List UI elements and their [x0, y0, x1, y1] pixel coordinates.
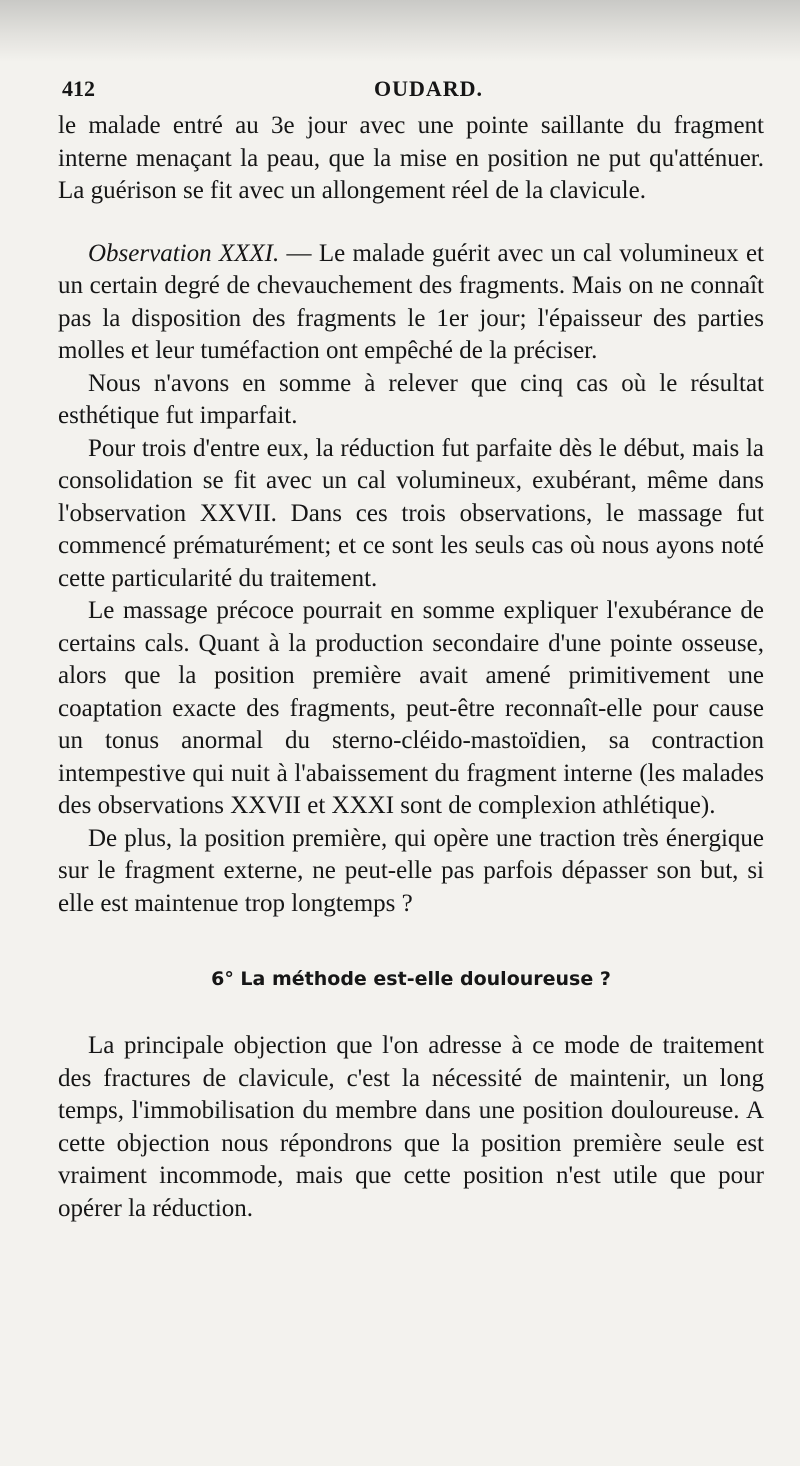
running-title: OUDARD. — [374, 76, 484, 101]
paragraph-continued: le malade entré au 3e jour avec une pointe saillante du fragment interne menaçant la peau, que la mise en position ne put qu'atténuer. La guérison se fit avec un allongement réel de la clavicule. — [58, 112, 764, 204]
section-heading: 6° La méthode est-elle douloureuse ? — [211, 968, 611, 990]
book-page — [58, 70, 764, 1225]
paragraph: Pour trois d'entre eux, la réduction fut parfaite dès le début, mais la consolidation se fit avec un cal volumineux, exubérant, même dans l'observation XXVII. Dans ces trois observations, le massage fut commencé prématurément; et ce sont les seuls cas où nous ayons noté cette particularité du traitement. — [58, 434, 764, 592]
scan-top-shading — [0, 0, 800, 62]
paragraph: De plus, la position première, qui opère une traction très énergique sur le fragment externe, ne peut-elle pas parfois dépasser son but, si elle est maintenue trop longtemps ? — [58, 824, 764, 917]
paragraph: Nous n'avons en somme à relever que cinq cas où le résultat esthétique fut imparfait. — [58, 369, 764, 429]
paragraph-observation — [58, 238, 764, 368]
paragraph: Le massage précoce pourrait en somme expliquer l'exubérance de certains cals. Quant à la production secondaire d'une pointe osseuse, alors que la position première avait amené primitivement une coaptation exacte des fragments, peut-être reconnaît-elle pour cause un tonus anormal du sterno-cléido-mastoïdien, sa contraction intempestive qui nuit à l'abaissement du fragment interne (les malades des observations XXVII et XXXI sont de complexion athlétique). — [58, 597, 764, 819]
body-text — [58, 110, 764, 1225]
observation-text: — Le malade guérit avec un cal volumineux et un certain degré de chevauchement des fragments. Mais on ne connaît pas la disposition des fragments le 1er jour; l'épaisseur des parties molles et leur tuméfaction ont empêché de la préciser. — [58, 239, 765, 364]
observation-label: Observation XXXI. — [88, 239, 280, 267]
page-number: 412 — [62, 76, 95, 101]
running-head — [58, 70, 764, 110]
paragraph: La principale objection que l'on adresse à ce mode de traitement des fractures de clavicule, c'est la nécessité de maintenir, un long temps, l'immobilisation du membre dans une position douloureuse. A cette objection nous répondrons que la position première seule est vraiment incommode, mais que cette position n'est utile que pour opérer la réduction. — [58, 1032, 764, 1222]
